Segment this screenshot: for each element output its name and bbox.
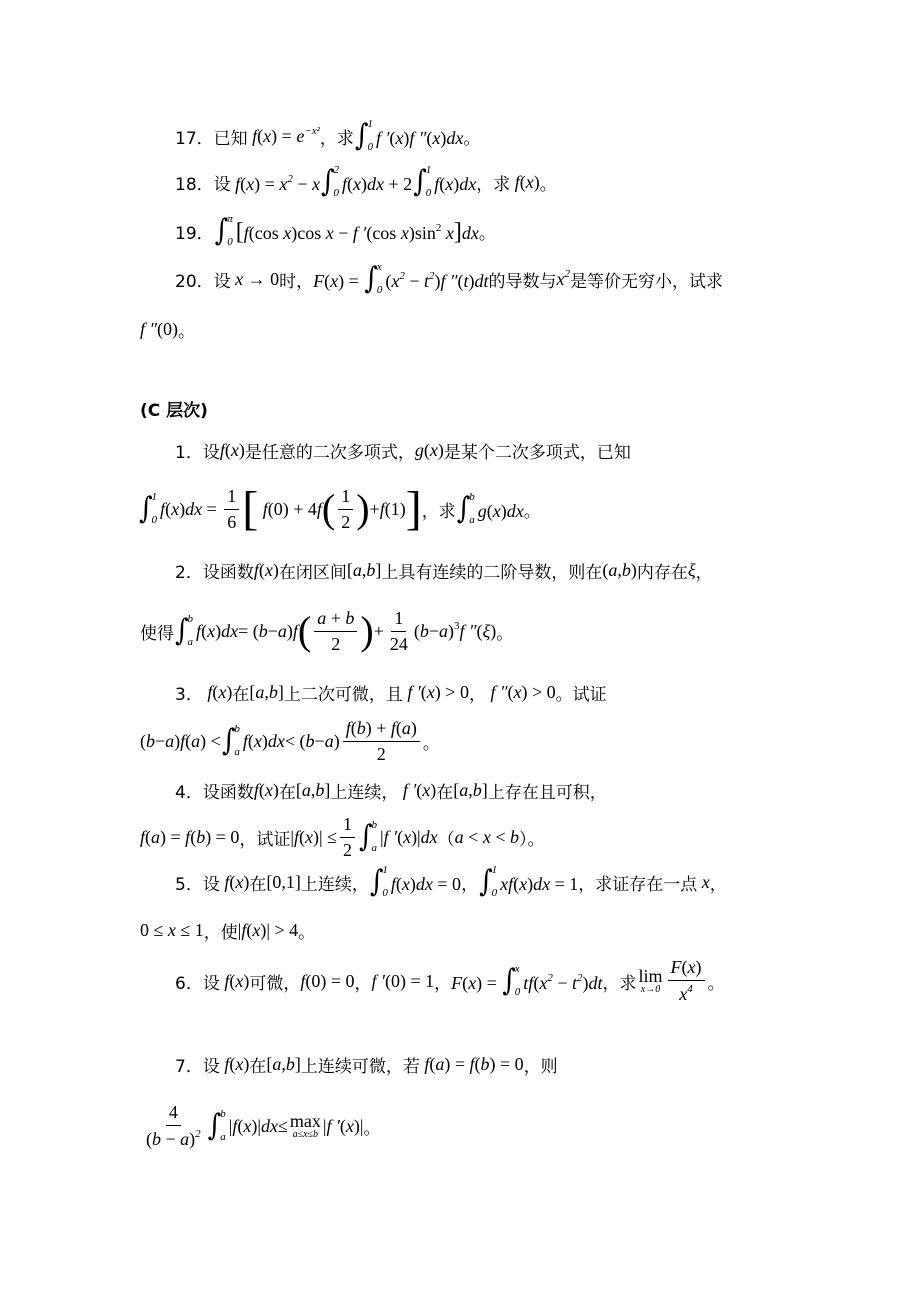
formula: ∫ π 0 [f(cos x)cos x − f ′(cos $x)\sin^2$ x]dx <box>214 213 479 249</box>
formula: $\frac{4}{(b - a)^2}$ ∫ b a | f ( x )| dx ≤ max a≤x≤b | f ′ ( x )| <box>146 1102 364 1149</box>
problem-c1-cont <box>138 484 541 534</box>
problem-text: 使得 <box>140 623 174 644</box>
problem-text: ，求 <box>602 973 637 994</box>
formula: |f(x)| > 4 <box>237 919 299 940</box>
problem-19 <box>175 211 496 251</box>
problem-text: ，则 <box>523 1056 558 1077</box>
formula: $x^2$ <box>556 268 571 289</box>
problem-text: 设 <box>202 973 220 994</box>
formula: [a,b] <box>346 559 382 580</box>
problem-text: 的导数与 <box>488 271 557 292</box>
problem-text: 在闭区间 <box>278 562 347 583</box>
problem-text: 。 <box>363 1118 381 1139</box>
problem-text: 。 <box>178 321 195 342</box>
problem-text: ）。 <box>518 829 545 850</box>
formula: [a,b] <box>249 681 284 702</box>
problem-text: 上具有连续的二阶导数，则在 <box>381 562 603 583</box>
formula: [a,b] <box>295 779 331 800</box>
problem-text: 时， <box>279 271 314 292</box>
problem-number: 17． <box>175 128 214 149</box>
problem-text: 。 <box>523 501 541 522</box>
problem-text: 是等价无穷小，试求 <box>570 271 724 292</box>
problem-c7 <box>175 1044 558 1084</box>
problem-c3-cont <box>140 716 440 766</box>
section-heading <box>140 388 208 428</box>
formula: [a,b] <box>266 1053 301 1074</box>
formula: f(x) <box>510 171 540 192</box>
problem-text: 设 <box>202 874 220 895</box>
problem-text: 上连续可微，若 <box>300 1056 420 1077</box>
problem-number: 7． <box>175 1056 203 1077</box>
formula: f(x) <box>202 681 233 702</box>
section-heading-text: (C 层次) <box>140 400 208 421</box>
problem-text: 。 <box>496 623 514 644</box>
formula: x <box>697 871 710 892</box>
problem-number: 18． <box>175 174 214 195</box>
problem-text: ，求 <box>476 174 511 195</box>
problem-text: ，求证存在一点 <box>578 874 698 895</box>
formula: f ′(0) = 1 <box>371 970 435 991</box>
problem-c2-cont <box>140 606 513 656</box>
problem-number: 4． <box>175 782 203 803</box>
problem-text: ，使 <box>203 922 238 943</box>
problem-c3 <box>175 672 607 712</box>
formula: ∫ 1 0 f ′(x)f ″(x)dx <box>354 118 464 154</box>
problem-text: 上二次可微，且 <box>283 684 403 705</box>
problem-c6 <box>175 956 725 1006</box>
problem-text: 在 <box>249 874 267 895</box>
formula: f(0) = 0 <box>300 970 355 991</box>
problem-text: ， <box>434 973 452 994</box>
formula: | f ( x )| ≤ $\frac{1}{2}$ ∫ b a | f ′ ( x )| dx <box>290 813 438 860</box>
formula: a < x < b <box>454 826 519 847</box>
formula: f ″(x) > 0 <box>485 681 556 702</box>
formula: [a,b] <box>453 779 488 800</box>
problem-c5-cont <box>140 910 315 950</box>
problem-text: 上连续， <box>300 874 369 895</box>
problem-c7-cont <box>140 1098 381 1154</box>
problem-text: 已知 <box>213 128 248 149</box>
problem-18 <box>175 162 557 202</box>
formula: ∫ 1 0 f(x)dx = 0 <box>369 864 462 900</box>
problem-text: ， <box>461 874 479 895</box>
problem-20-cont <box>140 309 195 349</box>
problem-text: 上连续， <box>330 782 399 803</box>
formula: f ′(x) > 0 <box>402 681 469 702</box>
problem-text: 设 <box>202 1056 220 1077</box>
formula: ( b − a ) f ( a ) < ∫ b a f ( x ) dx < ( b − a ) $\frac{f(b) + f(a)}{2}$ <box>140 718 423 764</box>
problem-number: 20． <box>175 271 214 292</box>
problem-c4 <box>175 770 607 810</box>
problem-text: 设 <box>213 174 231 195</box>
formula: x → 0 <box>230 268 280 289</box>
formula: f ′(x) <box>398 779 437 800</box>
problem-text: 。 <box>478 223 496 244</box>
formula: g(x) <box>414 439 444 460</box>
problem-text: 设函数 <box>202 782 254 803</box>
formula: ∫ b a f ( x ) dx = ( b − a ) f ( $\frac{a + b}{2}$ ) + $\frac{1}{24}$ ( b − a )$^3$ f ″ ( ξ ) <box>175 607 497 654</box>
problem-text: ， <box>709 874 727 895</box>
formula: f(x) <box>219 439 245 460</box>
problem-text: 。 <box>422 733 440 754</box>
problem-text: 。试证 <box>555 684 607 705</box>
problem-text: （ <box>437 829 455 850</box>
problem-number: 6． <box>175 973 203 994</box>
problem-text: 。 <box>298 922 316 943</box>
problem-c5 <box>175 862 727 902</box>
problem-c2 <box>175 550 713 590</box>
problem-text: 设 <box>202 442 220 463</box>
problem-text: 设函数 <box>202 562 254 583</box>
problem-text: 。 <box>539 174 557 195</box>
problem-text: 内存在 <box>636 562 688 583</box>
formula: [0,1] <box>266 871 301 892</box>
formula: f(x) <box>253 559 279 580</box>
problem-text: ，求 <box>319 128 354 149</box>
formula: $f(x) = x^2 - x$ ∫ 2 0 f(x)dx + 2 ∫ 1 0 f(x)dx <box>230 164 477 200</box>
formula: f(x) <box>253 779 279 800</box>
formula: ξ <box>687 559 696 580</box>
problem-c1 <box>175 430 631 470</box>
formula: f(x) <box>219 1053 250 1074</box>
problem-text: 。 <box>707 973 725 994</box>
problem-text: ， <box>695 562 713 583</box>
formula: (a,b) <box>602 559 637 580</box>
problem-number: 2． <box>175 562 203 583</box>
problem-text: 在 <box>436 782 454 803</box>
problem-number: 3． <box>175 684 203 705</box>
problem-17 <box>175 116 480 156</box>
formula: 0 ≤ x ≤ 1 <box>140 919 204 940</box>
problem-text: ， <box>354 973 372 994</box>
problem-text: 在 <box>232 684 250 705</box>
problem-text: 是任意的二次多项式， <box>244 442 415 463</box>
problem-c4-cont <box>140 814 544 860</box>
problem-20 <box>175 259 723 299</box>
formula: f(a) = f(b) = 0 <box>419 1053 524 1074</box>
problem-text: 设 <box>213 271 231 292</box>
problem-number: 1． <box>175 442 203 463</box>
formula: f(x) <box>219 871 250 892</box>
formula: f(x) <box>219 970 250 991</box>
problem-text: 在 <box>278 782 296 803</box>
problem-number: 5． <box>175 874 203 895</box>
problem-text: 在 <box>249 1056 267 1077</box>
formula: f ″(0) <box>140 318 178 339</box>
problem-text: 可微， <box>249 973 301 994</box>
formula: lim x→0 $\frac{F(x)}{x^4}$ <box>637 957 708 1004</box>
formula: ∫ 1 0 xf(x)dx = 1 <box>479 864 579 900</box>
problem-text: 。 <box>463 128 481 149</box>
formula: $f(x) = e^{-x^2}$ <box>247 125 320 146</box>
formula: f(a) = f(b) = 0 <box>140 826 240 847</box>
problem-text: 上存在且可积， <box>487 782 607 803</box>
formula: ∫ 1 0 f ( x ) dx = $\frac{1}{6}$ [ f (0) + 4 f ( $\frac{1}{2}$ ) + f (1) ] <box>139 482 422 535</box>
problem-text: ，求 <box>421 501 456 522</box>
formula: F(x) = ∫ x 0 $tf(x^2 - t^2)dt$ <box>451 963 603 999</box>
problem-text: 是某个二次多项式，已知 <box>443 442 631 463</box>
problem-text: ， <box>468 684 486 705</box>
formula: ∫ b a g(x)dx <box>456 491 524 527</box>
problem-number: 19． <box>175 223 214 244</box>
formula: F(x) = ∫ x 0 $(x^2 - t^2)f$ ″(t)dt <box>313 261 489 297</box>
problem-text: ，试证 <box>239 829 291 850</box>
